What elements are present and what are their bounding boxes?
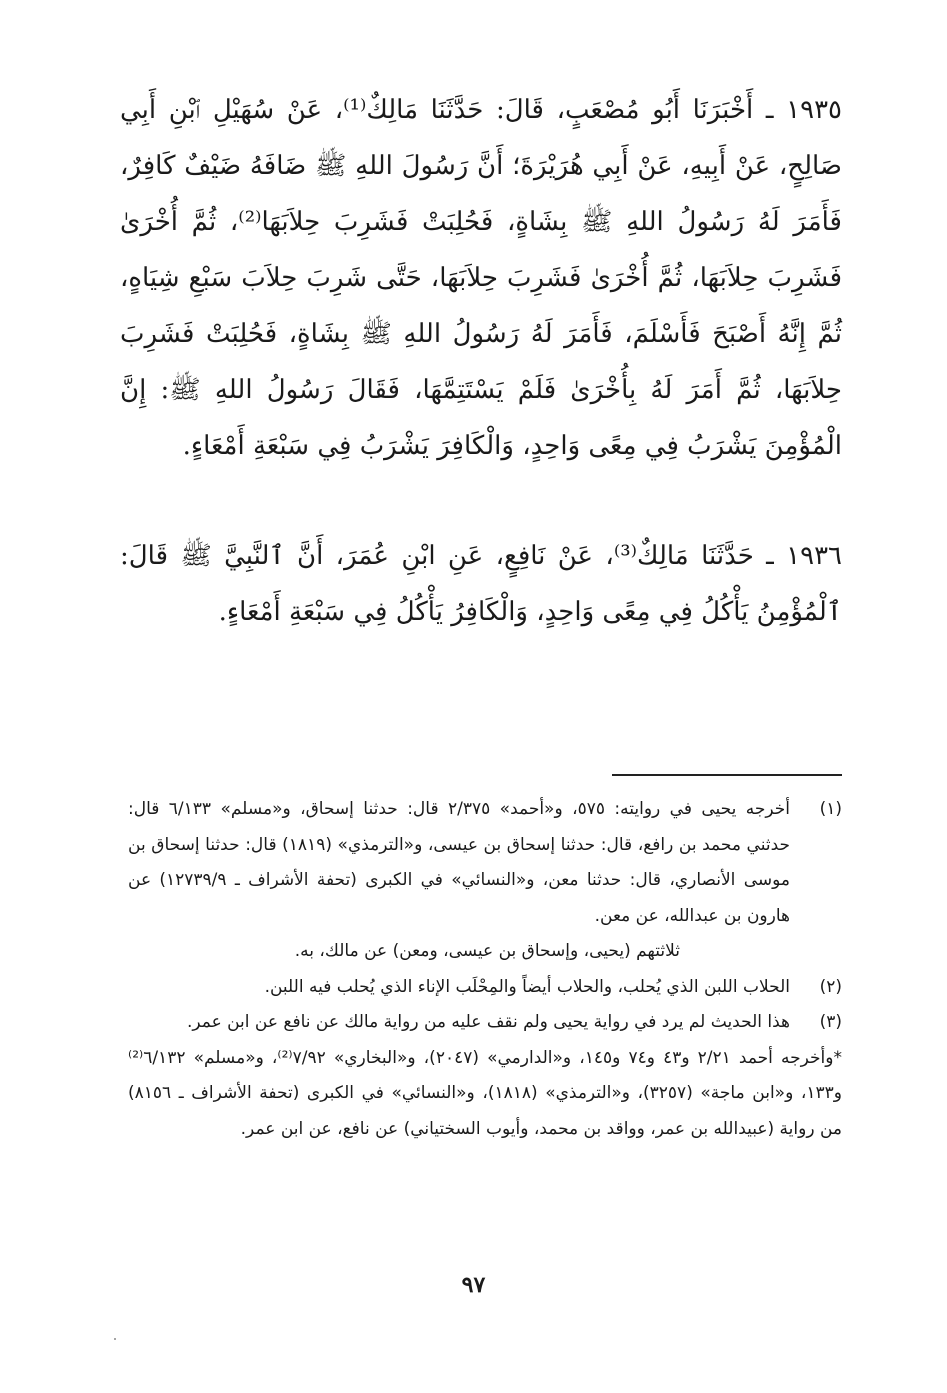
footnote-text: الحلاب اللبن الذي يُحلب، والحلاب أيضاً والمِحْلَب الإناء الذي يُحلب فيه اللبن. xyxy=(264,976,790,997)
footnote-divider xyxy=(612,774,842,776)
footnote-text: أخرجه يحيى في روايته: ٥٧٥، و«أحمد» ٢/٣٧٥ قال: حدثنا إسحاق، و«مسلم» ٦/١٣٣ قال: حدثني محمد بن رافع، قال: حدثنا إسحاق بن عيسى، و«الترمذي» (١٨١٩) قال: حدثنا إسحاق بن موسى الأنصاري، قال: حدثنا معن، و«النسائي» في الكبرى (تحفة الأشراف ـ ١٢٧٣٩/٩) عن هارون بن عبدالله، عن معن. xyxy=(128,799,791,926)
footnote-number: (٣) xyxy=(819,1012,842,1032)
footnote-2 xyxy=(128,970,842,1006)
footnote-continuation: ثلاثتهم (يحيى، وإسحاق بن عيسى، ومعن) عن مالك، به. xyxy=(294,941,680,961)
footnote-number: (٢) xyxy=(819,976,842,997)
footnote-text: هذا الحديث لم يرد في رواية يحيى ولم نقف عليه من رواية مالك عن نافع عن ابن عمر. xyxy=(186,1012,790,1032)
hadith-text: ١٩٣٥ ـ أَخْبَرَنَا أَبُو مُصْعَبٍ، قَالَ: حَدَّثَنَا مَالِكٌ⁽¹⁾، عَنْ سُهَيْلِ ٱبْنِ أَبِي صَالِحٍ، عَنْ أَبِيهِ، عَنْ أَبِي هُرَيْرَةَ؛ أَنَّ رَسُولَ اللهِ ﷺ ضَافَهُ ضَيْفٌ كَافِرٌ، فَأَمَرَ لَهُ رَسُولُ اللهِ ﷺ بِشَاةٍ، فَحُلِبَتْ فَشَرِبَ حِلاَبَهَا⁽²⁾، ثُمَّ أُخْرَىٰ فَشَرِبَ حِلاَبَهَا، ثُمَّ أُخْرَىٰ فَشَرِبَ حِلاَبَهَا، حَتَّى شَرِبَ حِلاَبَ سَبْعِ شِيَاهٍ، ثُمَّ إِنَّهُ أَصْبَحَ فَأَسْلَمَ، فَأَمَرَ لَهُ رَسُولُ اللهِ ﷺ بِشَاةٍ، فَحُلِبَتْ فَشَرِبَ حِلاَبَهَا، ثُمَّ أَمَرَ لَهُ بِأُخْرَىٰ فَلَمْ يَسْتَتِمَّهَا، فَقَالَ رَسُولُ اللهِ ﷺ: إِنَّ الْمُؤْمِنَ يَشْرَبُ فِي مِعًى وَاحِدٍ، وَالْكَافِرَ يَشْرَبُ فِي سَبْعَةِ أَمْعَاءٍ. xyxy=(120,95,842,461)
footnotes xyxy=(128,792,842,1147)
footnote-number: (١) xyxy=(819,799,842,819)
hadith-1935 xyxy=(120,82,842,474)
scan-speck xyxy=(114,1338,116,1340)
hadith-text: ١٩٣٦ ـ حَدَّثَنَا مَالِكٌ⁽³⁾، عَنْ نَافِعٍ، عَنِ ابْنِ عُمَرَ، أَنَّ ٱلنَّبِيَّ ﷺ قَالَ: ٱلْمُؤْمِنُ يَأْكُلُ فِي مِعًى وَاحِدٍ، وَالْكَافِرُ يَأْكُلُ فِي سَبْعَةِ أَمْعَاءٍ. xyxy=(120,541,842,627)
footnote-tail: *وأخرجه أحمد ٢/٢١ و٤٣ و٧٤ و١٤٥، و«الدارمي» (٢٠٤٧)، و«البخاري» ٧/٩٢⁽²⁾، و«مسلم» ٦/١٣٢⁽²⁾ و١٣٣، و«ابن ماجة» (٣٢٥٧)، و«الترمذي» (١٨١٨)، و«النسائي» في الكبرى (تحفة الأشراف ـ ٨١٥٦) من رواية (عبيدالله بن عمر، وواقد بن محمد، وأيوب السختياني) عن نافع، عن ابن عمر. xyxy=(128,1047,842,1139)
footnote-1 xyxy=(128,792,842,970)
hadith-1936 xyxy=(120,528,842,640)
footnote-3 xyxy=(128,1005,842,1041)
page-number: ٩٧ xyxy=(461,1272,486,1298)
